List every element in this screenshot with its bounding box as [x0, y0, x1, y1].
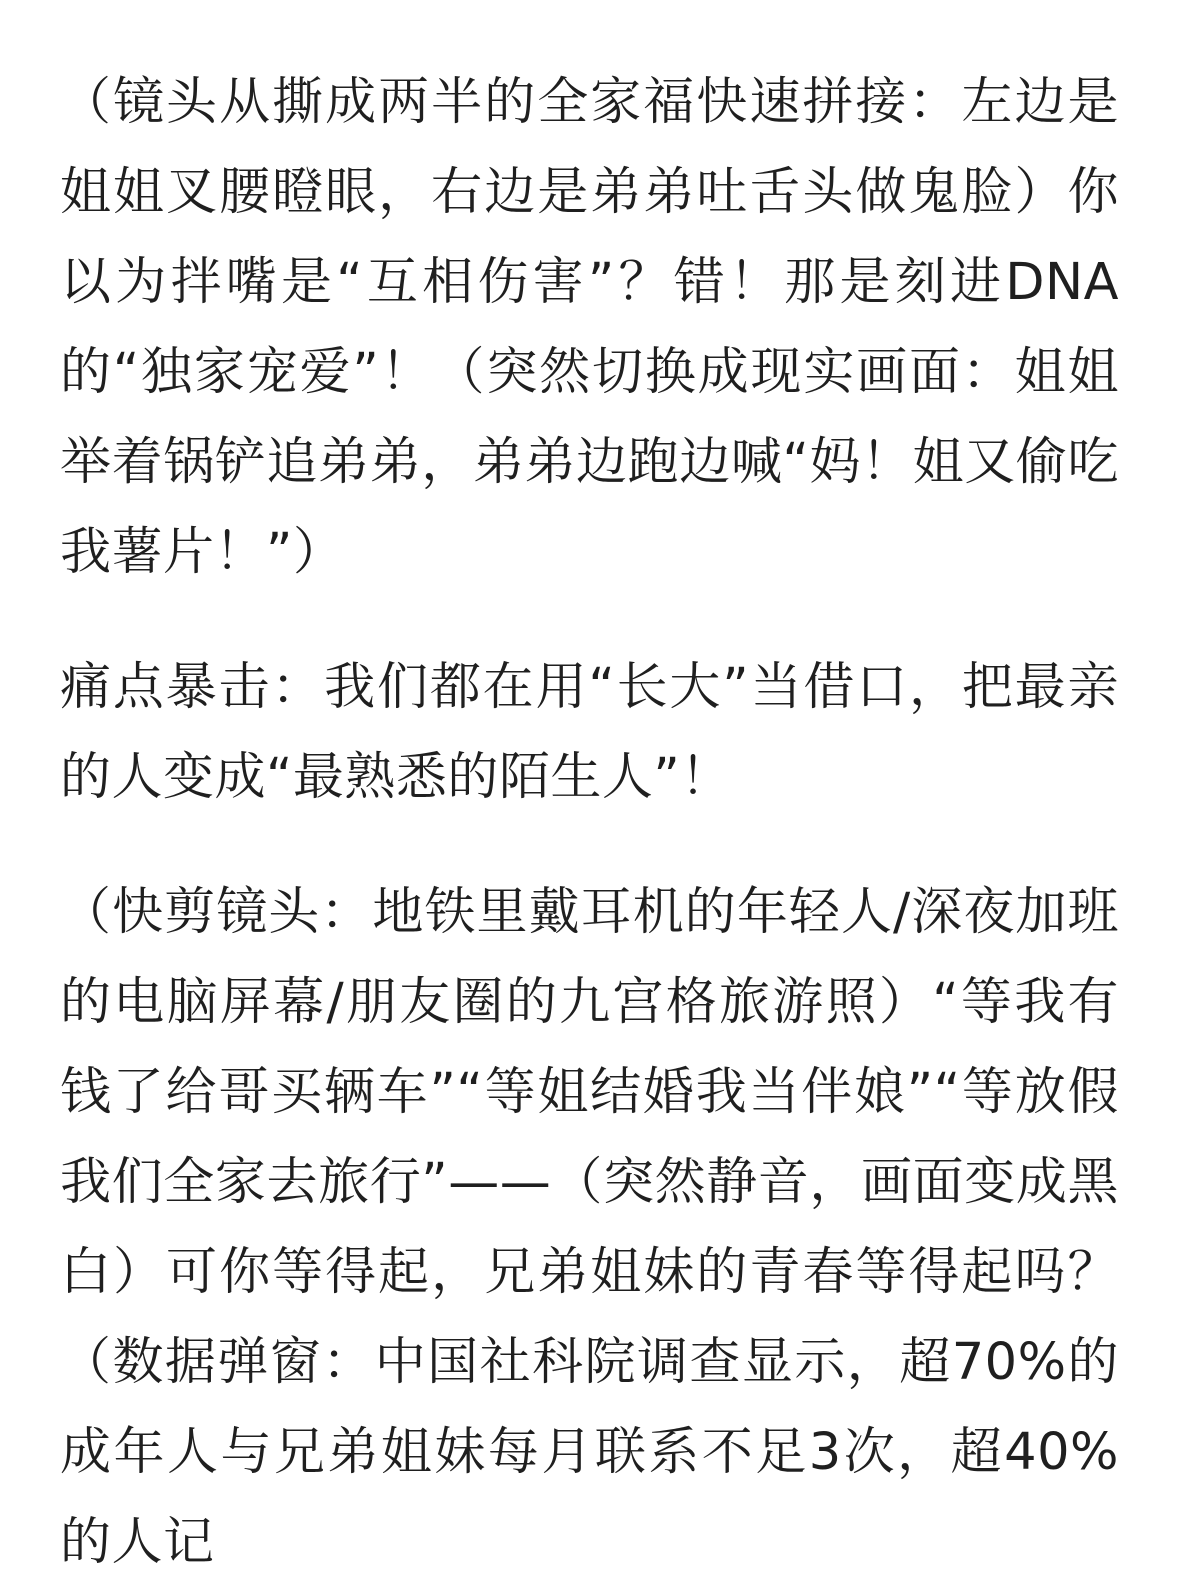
paragraph-pain-point: 痛点暴击：我们都在用“长大”当借口，把最亲的人变成“最熟悉的陌生人”！ [60, 658, 1119, 807]
paragraph-quick-cut: （快剪镜头：地铁里戴耳机的年轻人/深夜加班的电脑屏幕/朋友圈的九宫格旅游照）“等我有钱了给哥买辆车”“等姐结婚我当伴娘”“等放假我们全家去旅行”——（突然静音，画面变成黑白）可你等得起，兄弟姐妹的青春等得起吗？（数据弹窗：中国社科院调查显示，超70%的成年人与兄弟姐妹每月联系不足3次，超40%的人记 [60, 883, 1119, 1572]
paragraph-intro-scene: （镜头从撕成两半的全家福快速拼接：左边是姐姐叉腰瞪眼，右边是弟弟吐舌头做鬼脸）你以为拌嘴是“互相伤害”？错！那是刻进DNA的“独家宠爱”！（突然切换成现实画面：姐姐举着锅铲追弟弟，弟弟边跑边喊“妈！姐又偷吃我薯片！”） [60, 73, 1119, 582]
